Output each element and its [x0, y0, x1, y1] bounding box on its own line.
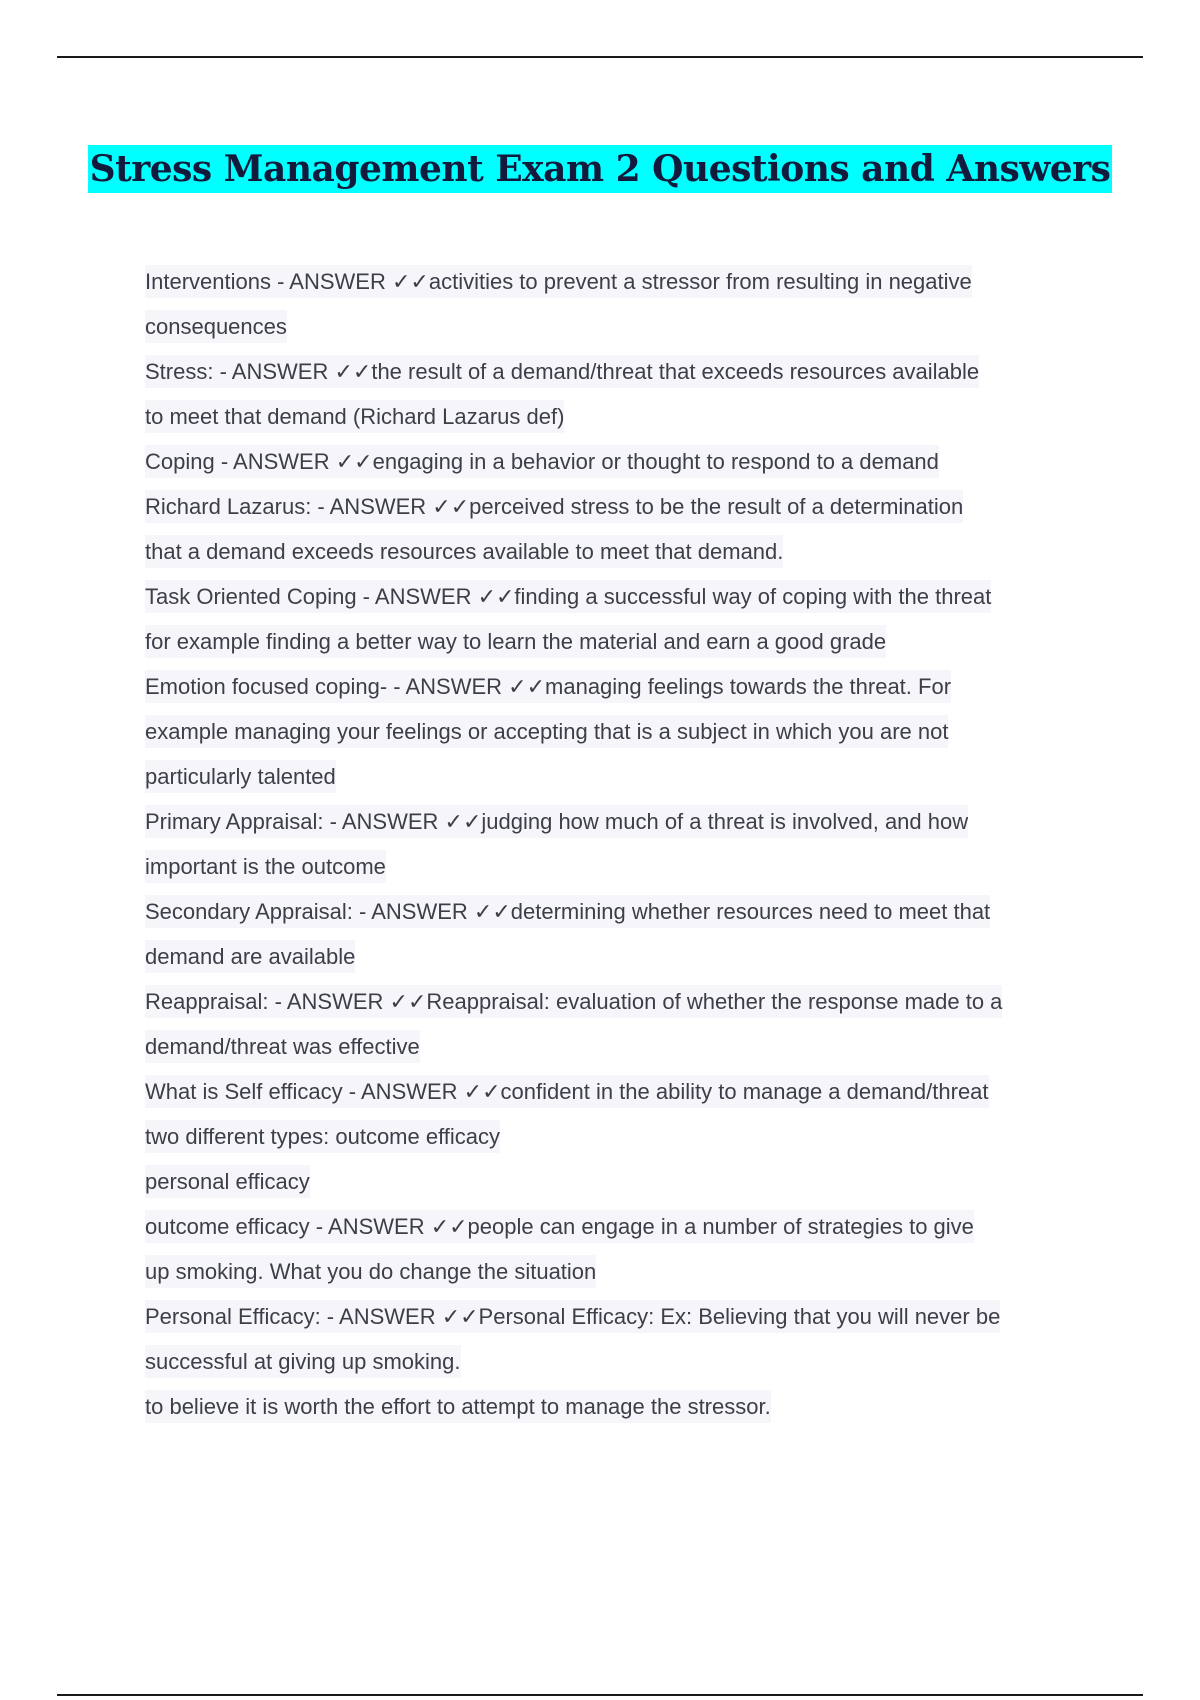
- text-line-content: What is Self efficacy - ANSWER ✓✓confident in the ability to manage a demand/threat: [145, 1075, 989, 1108]
- text-line-content: Primary Appraisal: - ANSWER ✓✓judging how much of a threat is involved, and how: [145, 805, 968, 838]
- text-line: [145, 1249, 1095, 1294]
- text-line-content: Richard Lazarus: - ANSWER ✓✓perceived stress to be the result of a determination: [145, 490, 963, 523]
- text-line: [145, 934, 1095, 979]
- text-line-content: Interventions - ANSWER ✓✓activities to prevent a stressor from resulting in negative: [145, 265, 972, 298]
- text-line-content: outcome efficacy - ANSWER ✓✓people can engage in a number of strategies to give: [145, 1210, 974, 1243]
- text-line: [145, 574, 1095, 619]
- text-line-content: Secondary Appraisal: - ANSWER ✓✓determining whether resources need to meet that: [145, 895, 990, 928]
- top-rule: [57, 56, 1143, 58]
- text-line-content: to believe it is worth the effort to attempt to manage the stressor.: [145, 1390, 771, 1423]
- text-line-content: particularly talented: [145, 760, 336, 793]
- text-line-content: Personal Efficacy: - ANSWER ✓✓Personal Efficacy: Ex: Believing that you will never be: [145, 1300, 1000, 1333]
- text-line: [145, 1204, 1095, 1249]
- text-line: [145, 1294, 1095, 1339]
- text-line: [145, 844, 1095, 889]
- text-line: [145, 979, 1095, 1024]
- text-line: [145, 1339, 1095, 1384]
- text-line: [145, 529, 1095, 574]
- text-line: [145, 484, 1095, 529]
- text-line-content: for example finding a better way to learn the material and earn a good grade: [145, 625, 886, 658]
- qa-content: [145, 259, 1095, 1429]
- text-line-content: to meet that demand (Richard Lazarus def): [145, 400, 564, 433]
- text-line: [145, 1069, 1095, 1114]
- text-line: [145, 259, 1095, 304]
- text-line-content: Reappraisal: - ANSWER ✓✓Reappraisal: evaluation of whether the response made to a: [145, 985, 1002, 1018]
- text-line: [145, 799, 1095, 844]
- text-line: [145, 349, 1095, 394]
- text-line: [145, 619, 1095, 664]
- text-line: [145, 709, 1095, 754]
- text-line: [145, 1384, 1095, 1429]
- text-line-content: successful at giving up smoking.: [145, 1345, 461, 1378]
- text-line-content: demand/threat was effective: [145, 1030, 420, 1063]
- title-container: [0, 145, 1200, 193]
- text-line-content: Stress: - ANSWER ✓✓the result of a demand/threat that exceeds resources available: [145, 355, 979, 388]
- text-line-content: important is the outcome: [145, 850, 386, 883]
- text-line: [145, 304, 1095, 349]
- text-line-content: up smoking. What you do change the situation: [145, 1255, 596, 1288]
- text-line: [145, 1024, 1095, 1069]
- text-line-content: personal efficacy: [145, 1165, 310, 1198]
- text-line: [145, 1159, 1095, 1204]
- document-title: Stress Management Exam 2 Questions and Answers: [88, 145, 1113, 193]
- text-line-content: Task Oriented Coping - ANSWER ✓✓finding a successful way of coping with the threat: [145, 580, 991, 613]
- text-line: [145, 664, 1095, 709]
- text-line-content: two different types: outcome efficacy: [145, 1120, 500, 1153]
- text-line: [145, 1114, 1095, 1159]
- text-line-content: Emotion focused coping- - ANSWER ✓✓managing feelings towards the threat. For: [145, 670, 951, 703]
- text-line-content: demand are available: [145, 940, 355, 973]
- text-line: [145, 394, 1095, 439]
- text-line-content: consequences: [145, 310, 287, 343]
- text-line: [145, 439, 1095, 484]
- text-line: [145, 889, 1095, 934]
- text-line: [145, 754, 1095, 799]
- bottom-rule: [57, 1694, 1143, 1696]
- text-line-content: that a demand exceeds resources available to meet that demand.: [145, 535, 783, 568]
- text-line-content: example managing your feelings or accepting that is a subject in which you are not: [145, 715, 948, 748]
- text-line-content: Coping - ANSWER ✓✓engaging in a behavior or thought to respond to a demand: [145, 445, 939, 478]
